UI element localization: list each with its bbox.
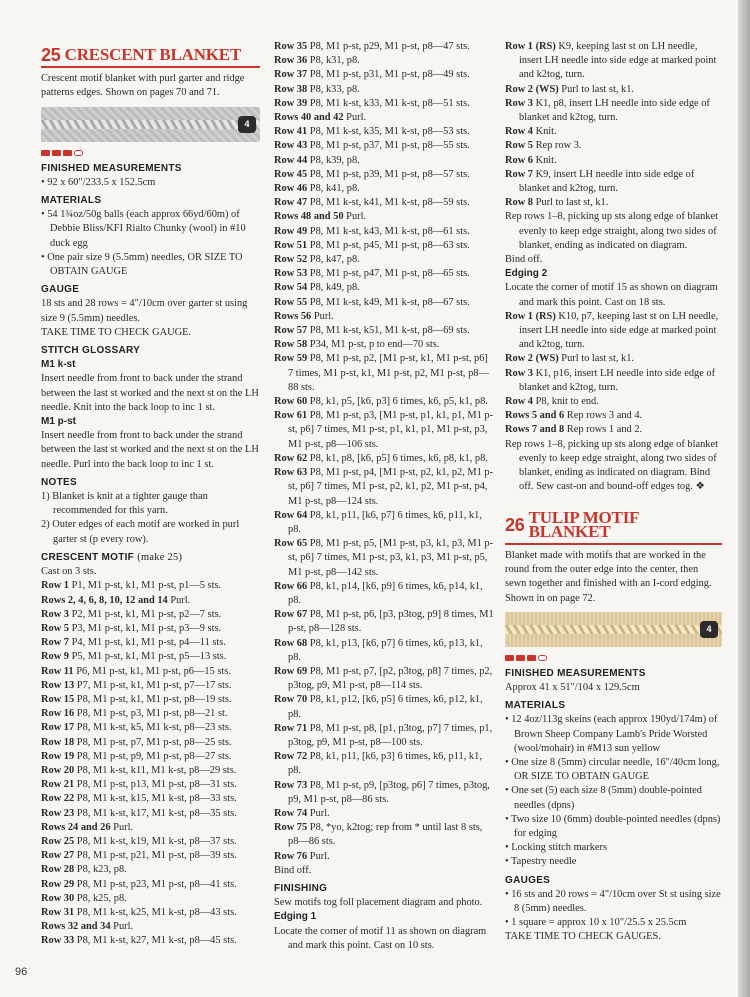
crescent-intro: Crescent motif blanket with purl garter and ridge patterns edges. Shown on pages 70 and 71. — [41, 73, 245, 99]
edging1-heading: Edging 1 — [274, 911, 317, 923]
instruction-row: Row 74 Purl. — [274, 807, 330, 819]
instruction-row: Bind off. — [505, 254, 543, 266]
instruction-row: Row 6 Knit. — [505, 154, 557, 166]
crescent-title — [41, 45, 260, 65]
instruction-row: Row 5 Rep row 3. — [505, 140, 582, 152]
instruction-row: Row 5 P3, M1 p-st, k1, M1 p-st, p3—9 sts. — [41, 622, 222, 634]
instruction-row: Row 54 P8, k49, p8. — [274, 282, 360, 294]
m1k-heading: M1 k-st — [41, 359, 76, 371]
instruction-row: Rows 32 and 34 Purl. — [41, 921, 134, 933]
instruction-row: Row 75 P8, *yo, k2tog; rep from * until last 8 sts, p8—86 sts. — [274, 822, 483, 848]
book-spine-shadow — [738, 0, 750, 997]
instruction-row: Row 22 P8, M1 k-st, k15, M1 k-st, p8—33 sts. — [41, 793, 237, 805]
instruction-row: Row 2 (WS) Purl to last st, k1. — [505, 83, 635, 95]
tulip-name: TULIP MOTIF BLANKET — [528, 507, 639, 541]
instruction-row: Row 1 (RS) K9, keeping last st on LH needle, insert LH needle into side edge at marked point and k2tog, turn. — [505, 41, 717, 81]
instruction-row: Rows 7 and 8 Rep rows 1 and 2. — [505, 424, 643, 436]
crescent-swatch-photo — [41, 107, 260, 142]
stitch-glossary-heading: STITCH GLOSSARY — [41, 345, 141, 357]
instruction-row: Row 30 P8, k25, p8. — [41, 892, 127, 904]
instruction-row: Rows 48 and 50 Purl. — [274, 211, 367, 223]
instruction-row: Rep rows 1–8, picking up sts along edge of blanket evenly to keep edge straight, along two sides of blanket, ending as indicated on diagram. — [505, 211, 718, 251]
gauge-check: TAKE TIME TO CHECK GAUGE. — [41, 326, 192, 338]
instruction-row: Row 7 K9, insert LH needle into side edge of blanket and k2tog, turn. — [505, 168, 695, 195]
m1p-text: Insert needle from front to back under the strand between the last st worked and the next st on the LH needle. Purl into the back loop to inc 1 st. — [41, 430, 259, 470]
instruction-row: Row 58 P34, M1 p-st, p to end—70 sts. — [274, 339, 440, 351]
instruction-row: Row 3 P2, M1 p-st, k1, M1 p-st, p2—7 sts. — [41, 608, 222, 620]
motif-rows-col1 — [41, 565, 260, 948]
instruction-row: Row 35 P8, M1 p-st, p29, M1 p-st, p8—47 sts. — [274, 41, 470, 52]
motif-rows-col2 — [274, 40, 495, 878]
crescent-name: CRESCENT BLANKET — [64, 45, 242, 64]
tulip-title — [505, 507, 722, 541]
yarn-weight-badge: 4 — [700, 621, 718, 638]
materials-heading: MATERIALS — [41, 195, 102, 207]
instruction-row: Row 60 P8, k1, p5, [k6, p3] 6 times, k6, p5, k1, p8. — [274, 396, 488, 408]
instruction-row: Row 52 P8, k47, p8. — [274, 254, 360, 266]
instruction-row: Row 55 P8, M1 k-st, k49, M1 k-st, p8—67 sts. — [274, 296, 470, 308]
instruction-row: Row 27 P8, M1 p-st, p21, M1 p-st, p8—39 sts. — [41, 850, 237, 862]
instruction-row: Row 69 P8, M1 p-st, p7, [p2, p3tog, p8] 7 times, p2, p3tog, p9, M1 p-st, p8—114 sts. — [274, 665, 493, 692]
instruction-row: Row 76 Purl. — [274, 850, 330, 862]
instruction-row: Row 15 P8, M1 p-st, k1, M1 p-st, p8—19 sts. — [41, 693, 232, 705]
instruction-row: Row 65 P8, M1 p-st, p5, [M1 p-st, p3, k1, p3, M1 p-st, p6] 7 times, M1 p-st, p3, k1, p3, M1 p-st, p5, M1 p-st, p8—142 sts. — [274, 538, 494, 578]
gauge-heading: GAUGE — [41, 284, 80, 296]
instruction-row: Row 68 P8, k1, p13, [k6, p7] 6 times, k6, p13, k1, p8. — [274, 637, 483, 663]
instruction-row: Rows 24 and 26 Purl. — [41, 821, 134, 833]
materials-item: • One size 8 (5mm) circular needle, 16"/40cm long, OR SIZE TO OBTAIN GAUGE — [505, 756, 720, 783]
column-3 — [505, 40, 722, 945]
title-rule — [505, 543, 722, 545]
instruction-row: Row 20 P8, M1 k-st, k11, M1 k-st, p8—29 sts. — [41, 764, 237, 776]
tulip-gauge-check: TAKE TIME TO CHECK GAUGES. — [505, 931, 661, 943]
instruction-row: Row 33 P8, M1 k-st, k27, M1 k-st, p8—45 sts. — [41, 935, 237, 947]
notes-heading: NOTES — [41, 476, 77, 488]
materials-item: • Locking stitch markers — [505, 842, 608, 854]
finishing-heading: FINISHING — [274, 882, 328, 894]
instruction-row: Rows 2, 4, 6, 8, 10, 12 and 14 Purl. — [41, 594, 191, 606]
instruction-row: Row 16 P8, M1 p-st, p3, M1 p-st, p8—21 st. — [41, 708, 228, 720]
instruction-row: Row 7 P4, M1 p-st, k1, M1 p-st, p4—11 sts. — [41, 637, 226, 649]
instruction-row: Row 41 P8, M1 k-st, k35, M1 k-st, p8—53 sts. — [274, 126, 470, 138]
tulip-gauges-heading: GAUGES — [505, 874, 551, 886]
instruction-row: Row 62 P8, k1, p8, [k6, p5] 6 times, k6, p8, k1, p8. — [274, 452, 488, 464]
instruction-row: Bind off. — [274, 864, 312, 876]
instruction-row: Row 4 Knit. — [505, 126, 557, 138]
instruction-row: Row 73 P8, M1 p-st, p9, [p3tog, p6] 7 times, p3tog, p9, M1 p-st, p8—86 sts. — [274, 779, 490, 805]
instruction-row: Row 66 P8, k1, p14, [k6, p9] 6 times, k6, p14, k1, p8. — [274, 580, 483, 606]
crescent-motif-heading: CRESCENT MOTIF (make 25) — [41, 551, 183, 563]
crescent-number: 25 — [41, 45, 61, 65]
note-item: 1) Blanket is knit at a tighter gauge than recommended for this yarn. — [41, 491, 208, 517]
instruction-row: Row 19 P8, M1 p-st, p9, M1 p-st, p8—27 sts. — [41, 750, 232, 762]
instruction-row: Row 1 P1, M1 p-st, k1, M1 p-st, p1—5 sts. — [41, 580, 222, 592]
materials-item: • 54 1¾oz/50g balls (each approx 66yd/60m) of Debbie Bliss/KFI Rialto Chunky (wool) in #10 duck egg — [41, 209, 246, 249]
materials-list — [41, 208, 260, 279]
tulip-number: 26 — [505, 514, 525, 535]
instruction-row: Rows 56 Purl. — [274, 310, 334, 322]
materials-item: • 12 4oz/113g skeins (each approx 190yd/174m) of Brown Sheep Company Lamb's Pride Worsted (wool/mohair) in #M13 sun yellow — [505, 714, 718, 754]
materials-item: • Two size 10 (6mm) double-pointed needles (dpns) for edging — [505, 813, 721, 839]
instruction-row: Row 2 (WS) Purl to last st, k1. — [505, 353, 635, 365]
instruction-row: Row 45 P8, M1 p-st, p39, M1 p-st, p8—57 sts. — [274, 168, 470, 180]
note-item: 2) Outer edges of each motif are worked in purl garter st (p every row). — [41, 519, 240, 545]
instruction-row: Row 17 P8, M1 k-st, k5, M1 k-st, p8—23 sts. — [41, 722, 232, 734]
tulip-swatch-photo — [505, 612, 722, 647]
page-number: 96 — [15, 966, 28, 978]
instruction-row: Row 31 P8, M1 k-st, k25, M1 k-st, p8—43 sts. — [41, 906, 237, 918]
instruction-row: Row 57 P8, M1 k-st, k51, M1 k-st, p8—69 sts. — [274, 325, 470, 337]
materials-item: • One set (5) each size 8 (5mm) double-pointed needles (dpns) — [505, 785, 702, 811]
edging1-rows-col3 — [505, 40, 722, 267]
yarn-weight-badge: 4 — [238, 116, 256, 133]
finished-measurements-heading: FINISHED MEASUREMENTS — [41, 162, 182, 174]
instruction-row: Row 63 P8, M1 p-st, p4, [M1 p-st, p2, k1, p2, M1 p-st, p6] 7 times, M1 p-st, p2, k1, p2, M1 p-st, p4, M1 p-st, p8—124 sts. — [274, 467, 494, 507]
instruction-row: Row 11 P6, M1 p-st, k1, M1 p-st, p6—15 sts. — [41, 665, 231, 677]
materials-item: • Tapestry needle — [505, 856, 577, 868]
m1p-heading: M1 p-st — [41, 416, 76, 428]
instruction-row: Row 43 P8, M1 p-st, p37, M1 p-st, p8—55 sts. — [274, 140, 470, 152]
instruction-row: Locate the corner of motif 11 as shown on diagram and mark this point. Cast on 10 sts. — [274, 925, 487, 951]
tulip-materials-heading: MATERIALS — [505, 700, 566, 712]
instruction-row: Locate the corner of motif 15 as shown on diagram and mark this point. Cast on 18 sts. — [505, 282, 718, 308]
skill-level-icon — [41, 150, 260, 156]
instruction-row: Row 9 P5, M1 p-st, k1, M1 p-st, p5—13 sts. — [41, 651, 227, 663]
skill-level-icon — [505, 655, 722, 661]
instruction-row: Row 61 P8, M1 p-st, p3, [M1 p-st, p1, k1, p1, M1 p-st, p6] 7 times, M1 p-st, p1, k1, p1, M1 p-st, p3, M1 p-st, p8—106 sts. — [274, 410, 494, 450]
tulip-intro: Blanket made with motifs that are worked in the round from the outer edge into the center, then sewn together and finished with an I-cord edging. Shown in on page 72. — [505, 549, 712, 604]
instruction-row: Row 1 (RS) K10, p7, keeping last st on LH needle, insert LH needle into side edge at marked point and k2tog, turn. — [505, 310, 719, 351]
instruction-row: Row 64 P8, k1, p11, [k6, p7] 6 times, k6, p11, k1, p8. — [274, 509, 482, 535]
instruction-row: Row 8 Purl to last st, k1. — [505, 197, 609, 209]
edging2-heading: Edging 2 — [505, 268, 548, 280]
finishing-text: Sew motifs tog foll placement diagram and photo. — [274, 897, 483, 909]
instruction-row: Row 67 P8, M1 p-st, p6, [p3, p3tog, p9] 8 times, M1 p-st, p8—128 sts. — [274, 609, 494, 635]
instruction-row: Row 3 K1, p16, insert LH needle into side edge of blanket and k2tog, turn. — [505, 367, 716, 393]
column-1 — [41, 40, 260, 949]
instruction-row: Row 70 P8, k1, p12, [k6, p5] 6 times, k6, p12, k1, p8. — [274, 694, 483, 720]
edging2-rows — [505, 281, 722, 494]
instruction-row: Row 53 P8, M1 p-st, p47, M1 p-st, p8—65 sts. — [274, 268, 470, 280]
column-2 — [274, 40, 495, 953]
instruction-row: Row 36 P8, k31, p8. — [274, 55, 360, 67]
instruction-row: Row 23 P8, M1 k-st, k17, M1 k-st, p8—35 sts. — [41, 807, 237, 819]
gauge-item: • 1 square = approx 10 x 10"/25.5 x 25.5cm — [505, 917, 687, 929]
instruction-row: Cast on 3 sts. — [41, 566, 97, 578]
instruction-row: Row 25 P8, M1 k-st, k19, M1 k-st, p8—37 sts. — [41, 835, 237, 847]
gauge-item: • 16 sts and 20 rows = 4"/10cm over St st using size 8 (5mm) needles. — [505, 888, 721, 914]
finished-measurements: • 92 x 60"/233.5 x 152.5cm — [41, 176, 156, 188]
instruction-row: Row 13 P7, M1 p-st, k1, M1 p-st, p7—17 sts. — [41, 679, 232, 691]
instruction-row: Row 44 P8, k39, p8. — [274, 154, 360, 166]
tulip-measurements-heading: FINISHED MEASUREMENTS — [505, 667, 646, 679]
instruction-row: Row 71 P8, M1 p-st, p8, [p1, p3tog, p7] 7 times, p1, p3tog, p9, M1 p-st, p8—100 sts. — [274, 722, 493, 748]
edging1-rows-col2 — [274, 925, 495, 953]
instruction-row: Rows 5 and 6 Rep rows 3 and 4. — [505, 410, 643, 422]
instruction-row: Rep rows 1–8, picking up sts along edge of blanket evenly to keep edge straight, along two sides of blanket, ending as indicated on diagram. Bind off. Sew cast-on and bound-off edges tog. ❖ — [505, 438, 718, 493]
instruction-row: Row 49 P8, M1 k-st, k43, M1 k-st, p8—61 sts. — [274, 225, 470, 237]
instruction-row: Row 29 P8, M1 p-st, p23, M1 p-st, p8—41 sts. — [41, 878, 237, 890]
instruction-row: Row 59 P8, M1 p-st, p2, [M1 p-st, k1, M1 p-st, p6] 7 times, M1 p-st, k1, M1 p-st, p2, M1 p-st, p8—88 sts. — [274, 353, 489, 393]
instruction-row: Row 37 P8, M1 p-st, p31, M1 p-st, p8—49 sts. — [274, 69, 470, 81]
instruction-row: Rows 40 and 42 Purl. — [274, 112, 367, 124]
instruction-row: Row 46 P8, k41, p8. — [274, 183, 360, 195]
instruction-row: Row 47 P8, M1 k-st, k41, M1 k-st, p8—59 sts. — [274, 197, 470, 209]
gauge-text: 18 sts and 28 rows = 4"/10cm over garter st using size 9 (5.5mm) needles. — [41, 298, 248, 324]
instruction-row: Row 3 K1, p8, insert LH needle into side edge of blanket and k2tog, turn. — [505, 97, 710, 124]
instruction-row: Row 51 P8, M1 p-st, p45, M1 p-st, p8—63 sts. — [274, 239, 470, 251]
instruction-row: Row 18 P8, M1 p-st, p7, M1 p-st, p8—25 sts. — [41, 736, 232, 748]
materials-item: • One pair size 9 (5.5mm) needles, OR SIZE TO OBTAIN GAUGE — [41, 251, 243, 278]
instruction-row: Row 38 P8, k33, p8. — [274, 83, 360, 95]
m1k-text: Insert needle from front to back under the strand between the last st worked and the next st on the LH needle. Knit into the back loop to inc 1 st. — [41, 373, 259, 413]
instruction-row: Row 72 P8, k1, p11, [k6, p3] 6 times, k6, p11, k1, p8. — [274, 751, 482, 777]
instruction-row: Row 4 P8, knit to end. — [505, 396, 599, 408]
instruction-row: Row 39 P8, M1 k-st, k33, M1 k-st, p8—51 sts. — [274, 97, 470, 109]
tulip-measurements: Approx 41 x 51"/104 x 129.5cm — [505, 681, 640, 693]
instruction-row: Row 28 P8, k23, p8. — [41, 864, 127, 876]
tulip-materials-list — [505, 713, 722, 869]
instruction-row: Row 21 P8, M1 p-st, p13, M1 p-st, p8—31 sts. — [41, 779, 237, 791]
title-rule — [41, 66, 260, 68]
